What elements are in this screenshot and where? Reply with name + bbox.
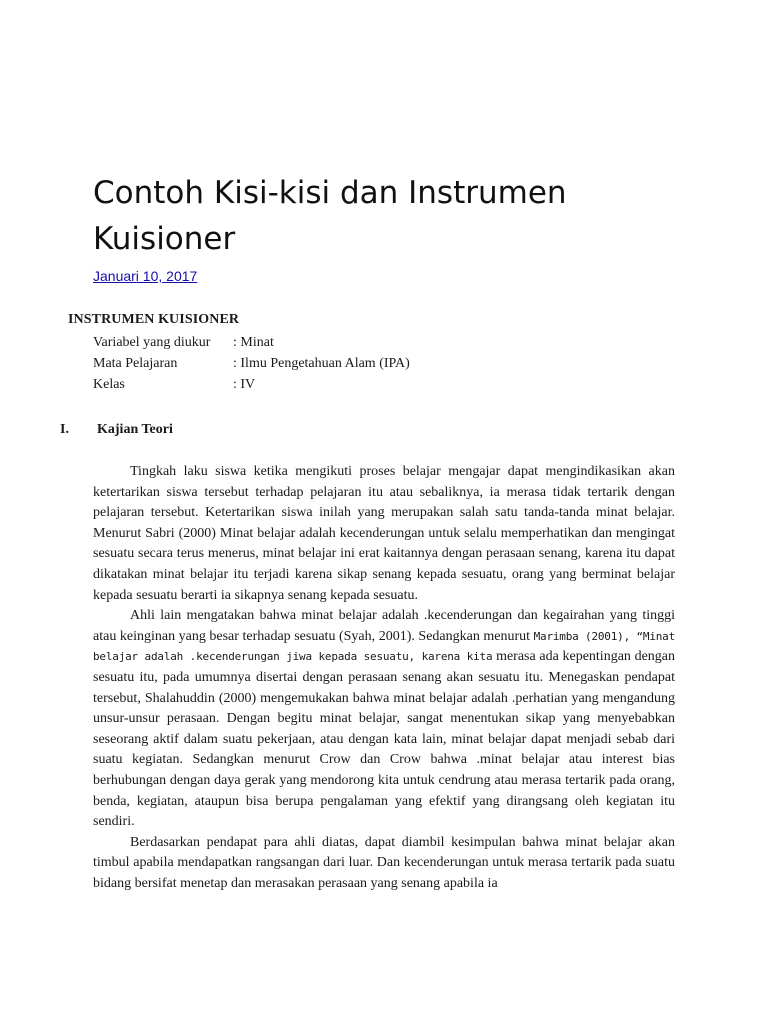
section-title: Kajian Teori (97, 422, 173, 437)
paragraph-2-part-a: Ahli lain mengatakan bahwa minat belajar adalah .kecenderungan dan kegairahan yang tinggi atau keinginan yang besar terhadap sesuatu (Syah, 2001). Sedangkan menurut (93, 608, 675, 644)
section-heading (60, 422, 173, 438)
meta-label: Kelas (93, 377, 125, 392)
paragraph-2-quote: Marimba (2001), “Minat belajar adalah .kecenderungan jiwa kepada sesuatu, karena kita (93, 629, 676, 664)
meta-label: Mata Pelajaran (93, 356, 178, 371)
paragraph-1: Tingkah laku siswa ketika mengikuti proses belajar mengajar dapat mengindikasikan akan ketertarikan siswa tersebut terhadap pelajaran itu atau sebaliknya, ia merasa tidak tertarik dengan pelajaran tersebut. Ketertarikan siswa inilah yang merupakan salah satu tanda-tanda minat belajar. Menurut Sabri (2000) Minat belajar adalah kecenderungan untuk selalu memperhatikan dan mengingat sesuatu secara terus menerus, minat belajar ini erat kaitannya dengan perasaan senang, karena itu dapat dikatakan minat belajar itu terjadi karena sikap senang kepada sesuatu, orang yang berminat belajar kepada sesuatu berarti ia sikapnya senang kepada sesuatu. (93, 464, 675, 603)
meta-value: : Ilmu Pengetahuan Alam (IPA) (233, 356, 410, 371)
meta-row-variable (93, 332, 410, 353)
meta-row-class (93, 374, 410, 395)
body-text (93, 462, 675, 894)
meta-value: : Minat (233, 335, 274, 350)
meta-row-subject (93, 353, 410, 374)
paragraph-2 (93, 606, 675, 833)
page-title: Contoh Kisi-kisi dan Instrumen Kuisioner (93, 175, 567, 257)
paragraph-2-part-b: merasa ada kepentingan dengan sesuatu itu, pada umumnya disertai dengan perasaan senang akan sesuatu itu. Menegaskan pendapat tersebut, Shalahuddin (2000) mengemukakan bahwa minat belajar adalah .perhatian yang mengandung unsur-unsur perasaan. Dengan begitu minat belajar, sangat menentukan sikap yang menyebabkan seseorang aktif dalam suatu pekerjaan, atau dengan kata lain, minat belajar dapat menjadi sebab dari suatu kegiatan. Sedangkan menurut Crow dan Crow bahwa .minat belajar atau interest bias berhubungan dengan daya gerak yang mendorong kita untuk cendrung atau merasa tertarik pada orang, benda, kegiatan, ataupun bisa berupa pengalaman yang efektif yang dirangsang oleh kegiatan itu sendiri. (93, 649, 676, 830)
meta-value: : IV (233, 377, 256, 392)
meta-label: Variabel yang diukur (93, 335, 211, 350)
paragraph-3: Berdasarkan pendapat para ahli diatas, dapat diambil kesimpulan bahwa minat belajar akan timbul apabila mendapatkan rangsangan dari luar. Dan kecenderungan untuk merasa tertarik pada suatu bidang bersifat menetap dan merasakan perasaan yang senang apabila ia (93, 834, 675, 891)
instrument-meta (93, 332, 410, 395)
post-date-link[interactable]: Januari 10, 2017 (93, 268, 198, 284)
section-number: I. (60, 422, 69, 437)
instrument-heading: INSTRUMEN KUISIONER (68, 312, 240, 327)
